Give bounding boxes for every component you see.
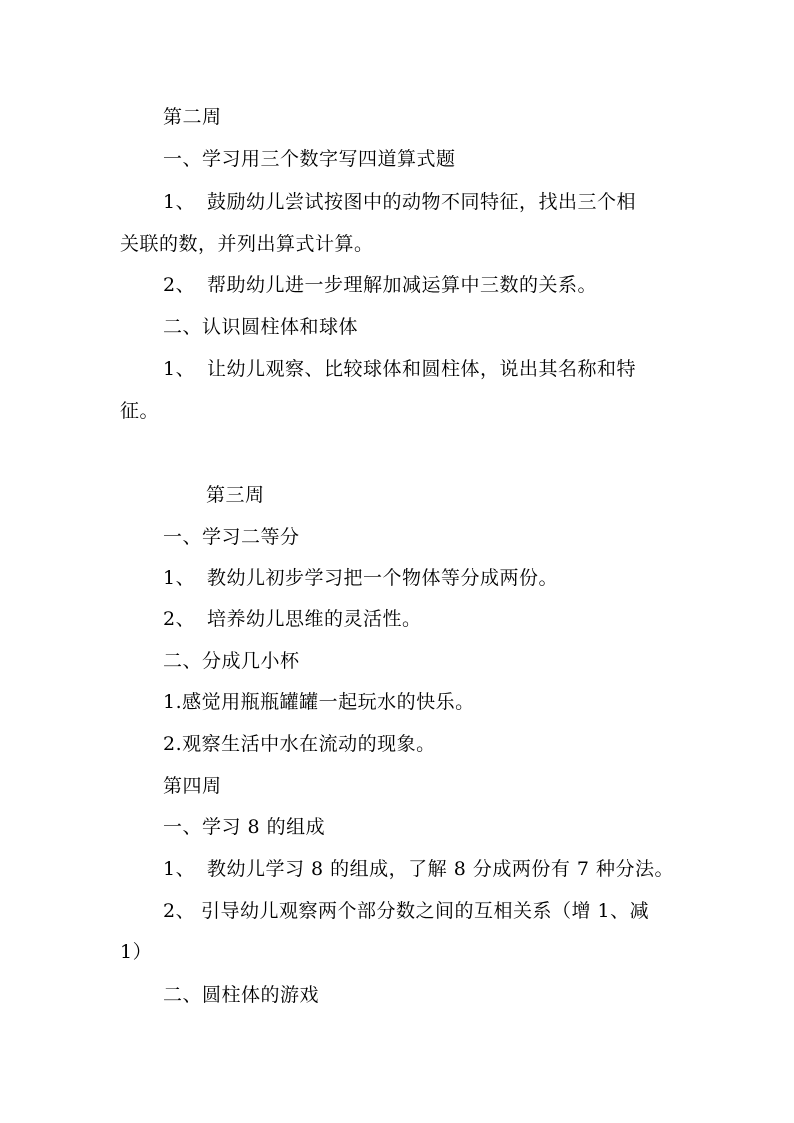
list-text: 教幼儿初步学习把一个物体等分成两份。 — [207, 567, 559, 589]
week2-section2-item1-cont: 征。 — [120, 400, 160, 422]
list-number: 1、 — [163, 191, 196, 213]
week2-section1-title: 一、学习用三个数字写四道算式题 — [163, 148, 456, 170]
list-number: 2、 — [163, 274, 196, 296]
list-text: 培养幼儿思维的灵活性。 — [207, 608, 422, 630]
list-number: 2、 — [163, 900, 196, 922]
week4-section1-item1 — [163, 856, 674, 882]
week3-section1-item1 — [163, 565, 558, 591]
list-text: 引导幼儿观察两个部分数之间的互相关系（增 1、减 — [201, 900, 650, 922]
list-number: 2、 — [163, 608, 196, 630]
list-text: 教幼儿学习 8 的组成，了解 8 分成两份有 7 种分法。 — [207, 858, 675, 880]
week3-section2-title: 二、分成几小杯 — [163, 650, 300, 672]
list-text: 鼓励幼儿尝试按图中的动物不同特征，找出三个相 — [207, 191, 637, 213]
week2-section1-item2 — [163, 272, 597, 298]
week3-heading: 第三周 — [206, 484, 265, 506]
list-text: 帮助幼儿进一步理解加减运算中三数的关系。 — [207, 274, 598, 296]
week2-section1-item1-cont: 关联的数，并列出算式计算。 — [120, 233, 374, 255]
week4-heading: 第四周 — [163, 775, 222, 797]
list-number: 1、 — [163, 358, 196, 380]
week2-heading: 第二周 — [163, 106, 222, 128]
week4-section2-title: 二、圆柱体的游戏 — [163, 984, 320, 1006]
week2-section2-item1 — [163, 356, 636, 382]
list-text: 让幼儿观察、比较球体和圆柱体，说出其名称和特 — [207, 358, 637, 380]
week3-section1-title: 一、学习二等分 — [163, 526, 300, 548]
list-number: 1、 — [163, 567, 196, 589]
week4-section1-item2 — [163, 898, 649, 924]
list-number: 1、 — [163, 858, 196, 880]
week3-section2-item2: 2.观察生活中水在流动的现象。 — [163, 733, 436, 755]
week2-section1-item1 — [163, 189, 636, 215]
week2-section2-title: 二、认识圆柱体和球体 — [163, 316, 359, 338]
week4-section1-title: 一、学习 8 的组成 — [163, 816, 326, 838]
week3-section2-item1: 1.感觉用瓶瓶罐罐一起玩水的快乐。 — [163, 691, 475, 713]
week4-section1-item2-cont: 1） — [120, 941, 153, 963]
week3-section1-item2 — [163, 606, 422, 632]
